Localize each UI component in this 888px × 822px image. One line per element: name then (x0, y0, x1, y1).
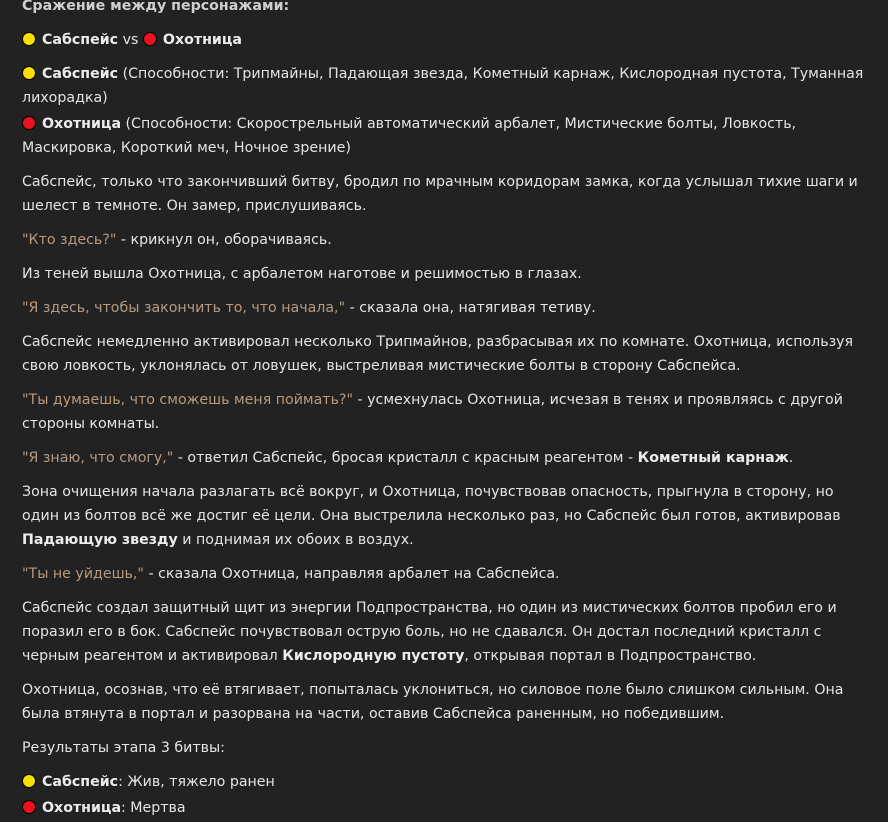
body-text: - крикнул он, оборачиваясь. (116, 232, 332, 248)
red-circle-icon (143, 32, 157, 46)
story-paragraph (22, 62, 872, 110)
body-text: (Способности: Трипмайны, Падающая звезда, Кометный карнаж, Кислородная пустота, Туманная лихорадка) (22, 66, 864, 106)
body-text: Охотница, осознав, что её втягивает, попыталась уклониться, но силовое поле было слишком сильным. Она была втянута в портал и разорвана на части, оставив Сабспейса раненным, но победившим. (22, 682, 844, 722)
story-paragraph (22, 228, 872, 252)
body-text: - сказала Охотница, направляя арбалет на Сабспейса. (143, 566, 560, 582)
quote-text: "Я знаю, что смогу," (22, 450, 174, 466)
story-paragraph (22, 262, 872, 286)
story-paragraph (22, 112, 872, 160)
heading-text: Сражение между персонажами: (22, 0, 290, 14)
body-text: - сказала она, натягивая тетиву. (345, 300, 596, 316)
story-paragraph (22, 596, 872, 668)
quote-text: "Я здесь, чтобы закончить то, что начала," (22, 300, 346, 316)
story-paragraph (22, 736, 872, 760)
yellow-circle-icon (22, 774, 36, 788)
quote-text: "Кто здесь?" (22, 232, 117, 248)
story-paragraph (22, 388, 872, 436)
body-text: : Жив, тяжело ранен (118, 774, 275, 790)
body-text: , открывая портал в Подпространство. (464, 648, 757, 664)
story-paragraph (22, 562, 872, 586)
battle-story (22, 0, 872, 822)
bold-text: Сабспейс (42, 774, 119, 790)
story-paragraph (22, 28, 872, 52)
body-text: . (788, 450, 794, 466)
body-text: Из теней вышла Охотница, с арбалетом наготове и решимостью в глазах. (22, 266, 582, 282)
body-text: Результаты этапа 3 битвы: (22, 740, 225, 756)
story-paragraph (22, 446, 872, 470)
red-circle-icon (22, 800, 36, 814)
bold-text: Сабспейс (42, 32, 119, 48)
story-paragraph (22, 170, 872, 218)
bold-text: Охотница (42, 116, 122, 132)
body-text: : Мертва (121, 800, 186, 816)
bold-text: Охотница (162, 32, 242, 48)
story-paragraph (22, 796, 872, 820)
story-paragraph (22, 770, 872, 794)
body-text: Сабспейс немедленно активировал несколько Трипмайнов, разбрасывая их по комнате. Охотница, используя свою ловкость, уклонялась от ловушек, выстреливая мистические болты в сторону Сабспейса. (22, 334, 854, 374)
story-paragraph (22, 678, 872, 726)
section-heading (22, 0, 872, 18)
bold-text: Падающую звезду (22, 532, 178, 548)
red-circle-icon (22, 116, 36, 130)
quote-text: "Ты думаешь, что сможешь меня поймать?" (22, 392, 353, 408)
yellow-circle-icon (22, 32, 36, 46)
bold-text: Охотница (42, 800, 122, 816)
story-paragraph (22, 330, 872, 378)
yellow-circle-icon (22, 66, 36, 80)
bold-text: Кислородную пустоту (282, 648, 465, 664)
quote-text: "Ты не уйдешь," (22, 566, 144, 582)
body-text: vs (118, 32, 143, 48)
bold-text: Сабспейс (42, 66, 119, 82)
story-paragraph (22, 296, 872, 320)
body-text: - ответил Сабспейс, бросая кристалл с красным реагентом - (173, 450, 638, 466)
story-paragraph (22, 480, 872, 552)
body-text: Сабспейс создал защитный щит из энергии Подпространства, но один из мистических болтов пробил его и поразил его в бок. Сабспейс почувствовал острую боль, но не сдавался. Он достал последний кристалл с черным реагентом и активировал (22, 600, 837, 664)
body-text: (Способности: Скорострельный автоматический арбалет, Мистические болты, Ловкость, Маскировка, Короткий меч, Ночное зрение) (22, 116, 797, 156)
body-text: и поднимая их обоих в воздух. (177, 532, 414, 548)
bold-text: Кометный карнаж (637, 450, 789, 466)
body-text: - усмехнулась Охотница, исчезая в тенях и проявляясь с другой стороны комнаты. (22, 392, 843, 432)
body-text: Зона очищения начала разлагать всё вокруг, и Охотница, почувствовав опасность, прыгнула в сторону, но один из болтов всё же достиг её цели. Она выстрелила несколько раз, но Сабспейс был готов, активировав (22, 484, 841, 524)
body-text: Сабспейс, только что закончивший битву, бродил по мрачным коридорам замка, когда услышал тихие шаги и шелест в темноте. Он замер, прислушиваясь. (22, 174, 858, 214)
